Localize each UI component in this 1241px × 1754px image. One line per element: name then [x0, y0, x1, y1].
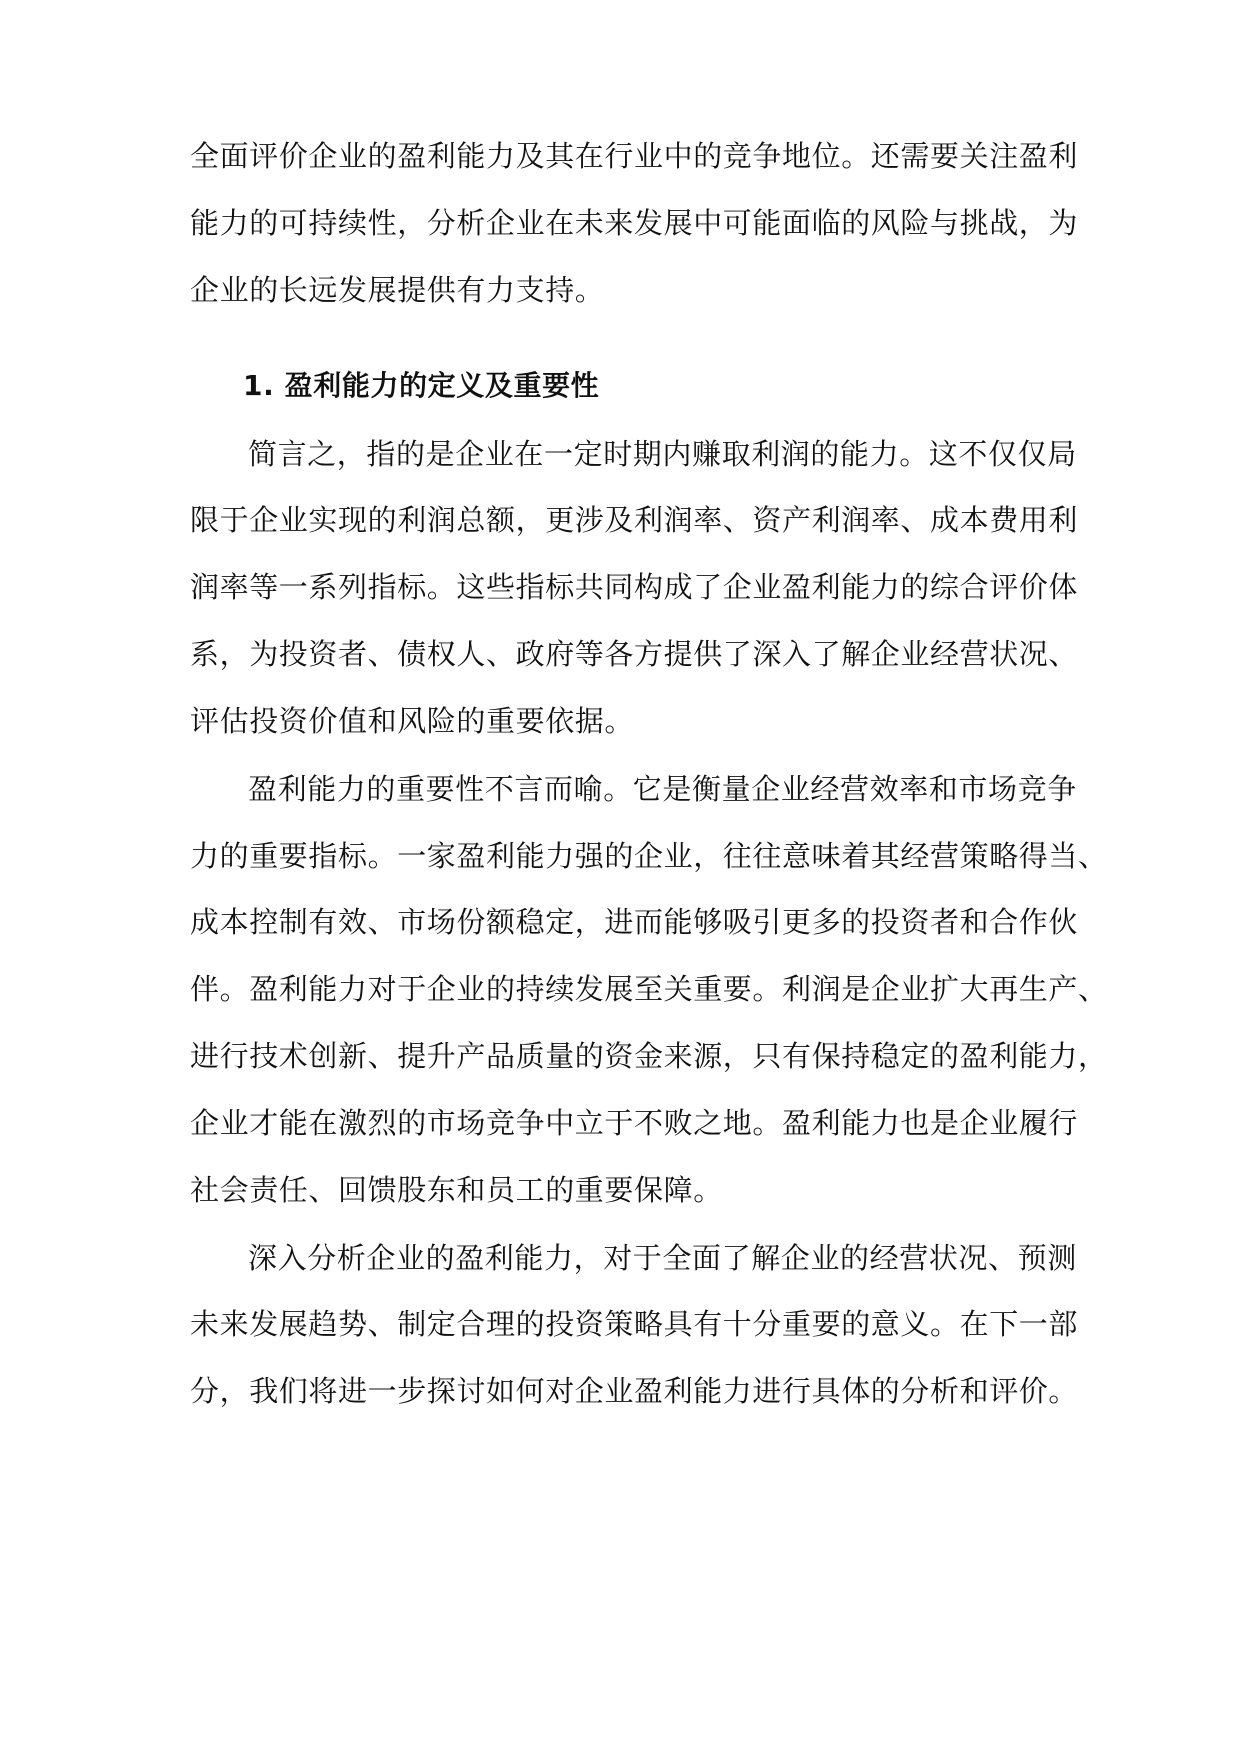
- text-line: 全面评价企业的盈利能力及其在行业中的竞争地位。还需要关注盈利: [190, 139, 1079, 173]
- text-line: 未来发展趋势、制定合理的投资策略具有十分重要的意义。在下一部: [190, 1307, 1079, 1341]
- text-line: 润率等一系列指标。这些指标共同构成了企业盈利能力的综合评价体: [190, 570, 1079, 604]
- text-line: 力的重要指标。一家盈利能力强的企业，往往意味着其经营策略得当、: [190, 839, 1108, 873]
- text-line: 社会责任、回馈股东和员工的重要保障。: [190, 1173, 723, 1207]
- section-heading: 1. 盈利能力的定义及重要性: [243, 369, 600, 402]
- text-line: 深入分析企业的盈利能力，对于全面了解企业的经营状况、预测: [248, 1241, 1077, 1275]
- text-line: 简言之，指的是企业在一定时期内赚取利润的能力。这不仅仅局: [248, 437, 1077, 471]
- text-line: 伴。盈利能力对于企业的持续发展至关重要。利润是企业扩大再生产、: [190, 972, 1108, 1006]
- text-line: 评估投资价值和风险的重要依据。: [190, 704, 635, 738]
- text-line: 盈利能力的重要性不言而喻。它是衡量企业经营效率和市场竞争: [248, 772, 1077, 806]
- text-line: 分，我们将进一步探讨如何对企业盈利能力进行具体的分析和评价。: [190, 1374, 1079, 1408]
- text-line: 企业的长远发展提供有力支持。: [190, 273, 605, 307]
- text-line: 能力的可持续性，分析企业在未来发展中可能面临的风险与挑战，为: [190, 206, 1079, 240]
- text-line: 进行技术创新、提升产品质量的资金来源，只有保持稳定的盈利能力，: [190, 1039, 1108, 1073]
- text-line: 系，为投资者、债权人、政府等各方提供了深入了解企业经营状况、: [190, 637, 1079, 671]
- text-line: 成本控制有效、市场份额稳定，进而能够吸引更多的投资者和合作伙: [190, 905, 1079, 939]
- text-line: 限于企业实现的利润总额，更涉及利润率、资产利润率、成本费用利: [190, 503, 1079, 537]
- text-line: 企业才能在激烈的市场竞争中立于不败之地。盈利能力也是企业履行: [190, 1106, 1079, 1140]
